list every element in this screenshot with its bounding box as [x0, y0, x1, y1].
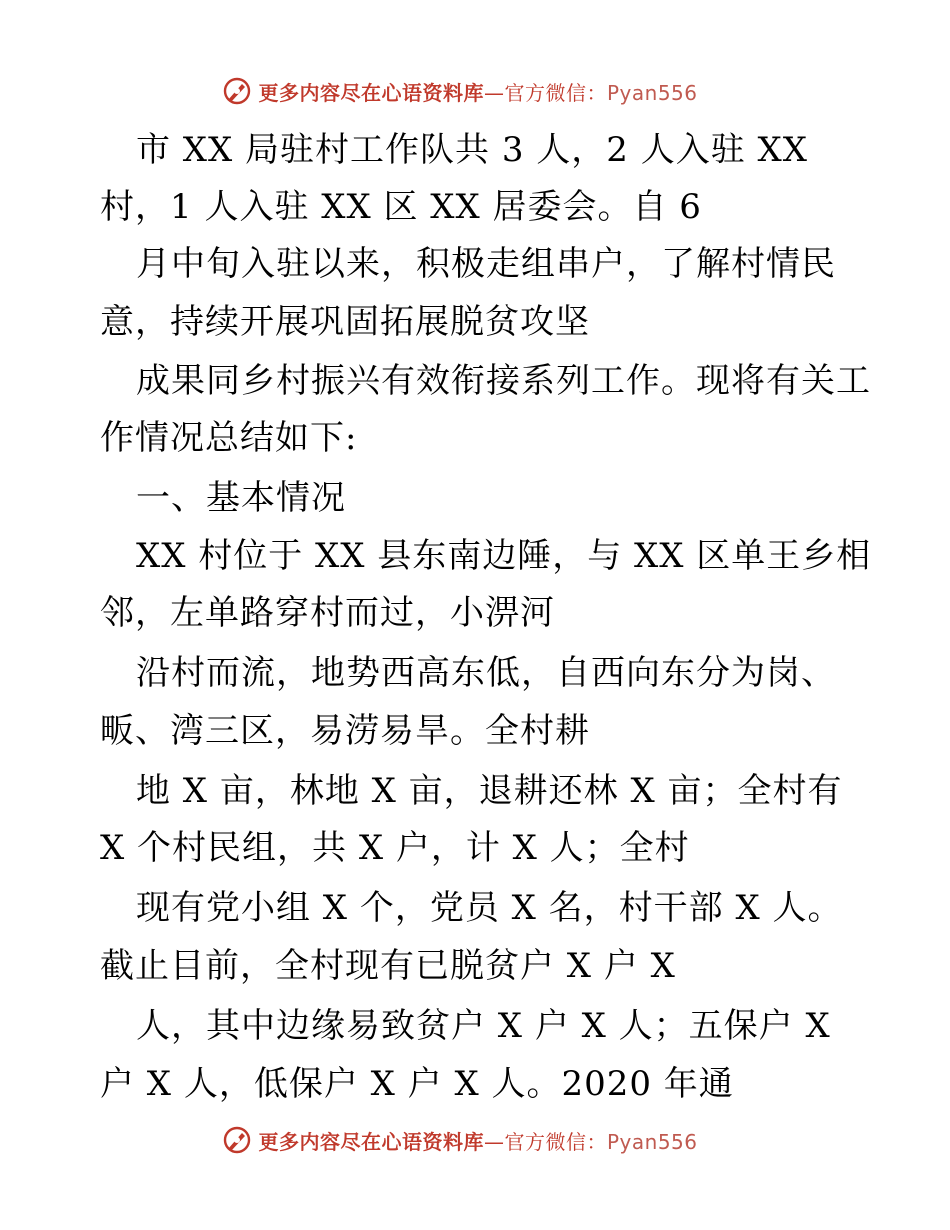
text-line-8: XX 村位于 XX 县东南边陲，与 XX 区单王乡相 [136, 536, 872, 576]
text-line-5: 成果同乡村振兴有效衔接系列工作。现将有关工 [136, 361, 871, 401]
text-line-3: 月中旬入驻以来，积极走组串户，了解村情民 [136, 244, 836, 284]
text-line-9: 邻，左单路穿村而过，小淠河 [100, 593, 555, 633]
text-line-11: 畈、湾三区，易涝易旱。全村耕 [100, 711, 590, 751]
watermark-dash: — [483, 80, 505, 105]
text-line-6: 作情况总结如下: [100, 418, 358, 458]
watermark-brand: 更多内容尽在心语资料库 [258, 80, 484, 105]
text-line-10: 沿村而流，地势西高东低，自西向东分为岗、 [136, 653, 836, 693]
text-line-1: 市 XX 局驻村工作队共 3 人，2 人入驻 XX [136, 130, 808, 170]
text-line-17: 户 X 人，低保户 X 户 X 人。2020 年通 [100, 1064, 734, 1104]
watermark-dash: — [483, 1129, 505, 1154]
pen-logo-icon [222, 76, 252, 106]
watermark-handle: Pyan556 [606, 1129, 698, 1154]
watermark-brand: 更多内容尽在心语资料库 [258, 1129, 484, 1154]
watermark-text [258, 1126, 697, 1155]
text-line-12: 地 X 亩，林地 X 亩，退耕还林 X 亩；全村有 [136, 771, 843, 811]
section-heading: 一、基本情况 [136, 478, 346, 518]
text-line-16: 人，其中边缘易致贫户 X 户 X 人；五保户 X [136, 1006, 831, 1046]
text-line-14: 现有党小组 X 个，党员 X 名，村干部 X 人。 [136, 888, 843, 928]
footer-watermark [0, 1122, 950, 1158]
watermark-handle: Pyan556 [606, 80, 698, 105]
watermark-official: 官方微信： [504, 80, 607, 105]
pen-logo-icon [222, 1125, 252, 1155]
text-line-4: 意，持续开展巩固拓展脱贫攻坚 [100, 302, 590, 342]
header-watermark [0, 73, 950, 109]
watermark-official: 官方微信： [504, 1129, 607, 1154]
text-line-15: 截止目前，全村现有已脱贫户 X 户 X [100, 946, 676, 986]
watermark-text [258, 77, 697, 106]
text-line-2: 村，1 人入驻 XX 区 XX 居委会。自 6 [100, 187, 702, 227]
text-line-13: X 个村民组，共 X 户，计 X 人；全村 [100, 828, 690, 868]
